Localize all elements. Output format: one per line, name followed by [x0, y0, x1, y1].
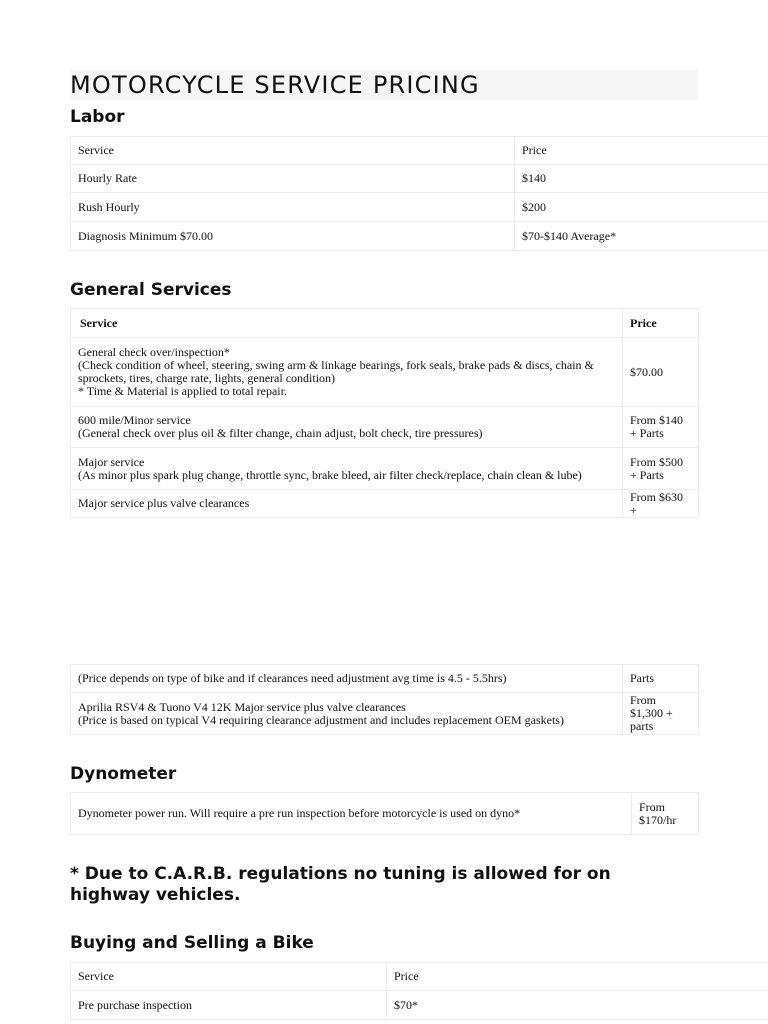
service-cell: Diagnosis Minimum $70.00 — [71, 222, 515, 251]
table-header-row — [71, 309, 699, 338]
price-cell: Parts — [623, 665, 699, 693]
table-row — [71, 793, 699, 835]
service-cell: (Price depends on type of bike and if clearances need adjustment avg time is 4.5 - 5.5hrs) — [71, 665, 623, 693]
price-cell: $200 — [515, 193, 768, 222]
labor-heading: Labor — [70, 107, 125, 127]
service-cell — [71, 338, 623, 407]
service-cell: Pre purchase inspection — [71, 991, 387, 1020]
table-row — [71, 338, 699, 407]
general-services-continued-table — [70, 664, 699, 735]
table-row — [71, 165, 768, 193]
service-name: Aprilia RSV4 & Tuono V4 12K Major service plus valve clearances — [78, 699, 406, 714]
table-header-row — [71, 137, 768, 165]
column-header-price: Price — [515, 137, 768, 165]
buying-selling-heading: Buying and Selling a Bike — [70, 933, 314, 953]
service-name: 600 mile/Minor service — [78, 413, 191, 427]
price-cell: From $170/hr — [632, 793, 699, 835]
price-cell: $70.00 — [623, 338, 699, 407]
table-row — [71, 693, 699, 735]
dynometer-heading: Dynometer — [70, 764, 177, 784]
service-cell: Dynometer power run. Will require a pre run inspection before motorcycle is used on dyno* — [71, 793, 632, 835]
service-cell: Hourly Rate — [71, 165, 515, 193]
column-header-service: Service — [71, 963, 387, 991]
price-cell: $70-$140 Average* — [515, 222, 768, 251]
general-services-heading: General Services — [70, 280, 232, 300]
service-cell: Major service plus valve clearances — [71, 490, 623, 518]
price-cell: From $1,300 + parts — [623, 693, 699, 735]
service-cell — [71, 448, 623, 490]
table-row — [71, 407, 699, 448]
column-header-price: Price — [623, 309, 699, 338]
service-cell — [71, 693, 623, 735]
table-header-row — [71, 963, 768, 991]
table-row — [71, 665, 699, 693]
price-cell: $70* — [387, 991, 768, 1020]
column-header-price: Price — [387, 963, 768, 991]
service-note: * Time & Material is applied to total repair. — [78, 384, 287, 398]
service-description: (Price is based on typical V4 requiring clearance adjustment and includes replacement OEM gaskets) — [78, 712, 564, 727]
service-name: Major service — [78, 454, 145, 469]
labor-table — [70, 136, 768, 251]
table-row — [71, 193, 768, 222]
price-cell: $140 — [515, 165, 768, 193]
service-description: (As minor plus spark plug change, throttle sync, brake bleed, air filter check/replace, chain clean & lube) — [78, 467, 582, 482]
column-header-service: Service — [71, 137, 515, 165]
carb-notice: * Due to C.A.R.B. regulations no tuning is allowed for on highway vehicles. — [70, 864, 611, 905]
dynometer-table — [70, 792, 699, 835]
table-row — [71, 490, 699, 518]
price-cell: From $140 + Parts — [623, 407, 699, 448]
table-row — [71, 991, 768, 1020]
service-name: General check over/inspection* — [78, 345, 230, 359]
service-description: (General check over plus oil & filter change, chain adjust, bolt check, tire pressures) — [78, 426, 483, 440]
price-cell: From $630 + — [623, 490, 699, 518]
general-services-table — [70, 308, 699, 518]
table-row — [71, 222, 768, 251]
service-description: (Check condition of wheel, steering, swing arm & linkage bearings, fork seals, brake pads & discs, chain & sprockets, tires, charge rate, lights, general condition) — [78, 358, 594, 385]
buying-selling-table — [70, 962, 768, 1020]
column-header-service: Service — [71, 309, 623, 338]
service-cell: Rush Hourly — [71, 193, 515, 222]
page-title: MOTORCYCLE SERVICE PRICING — [70, 70, 698, 100]
price-cell: From $500 + Parts — [623, 448, 699, 490]
table-row — [71, 448, 699, 490]
service-cell — [71, 407, 623, 448]
